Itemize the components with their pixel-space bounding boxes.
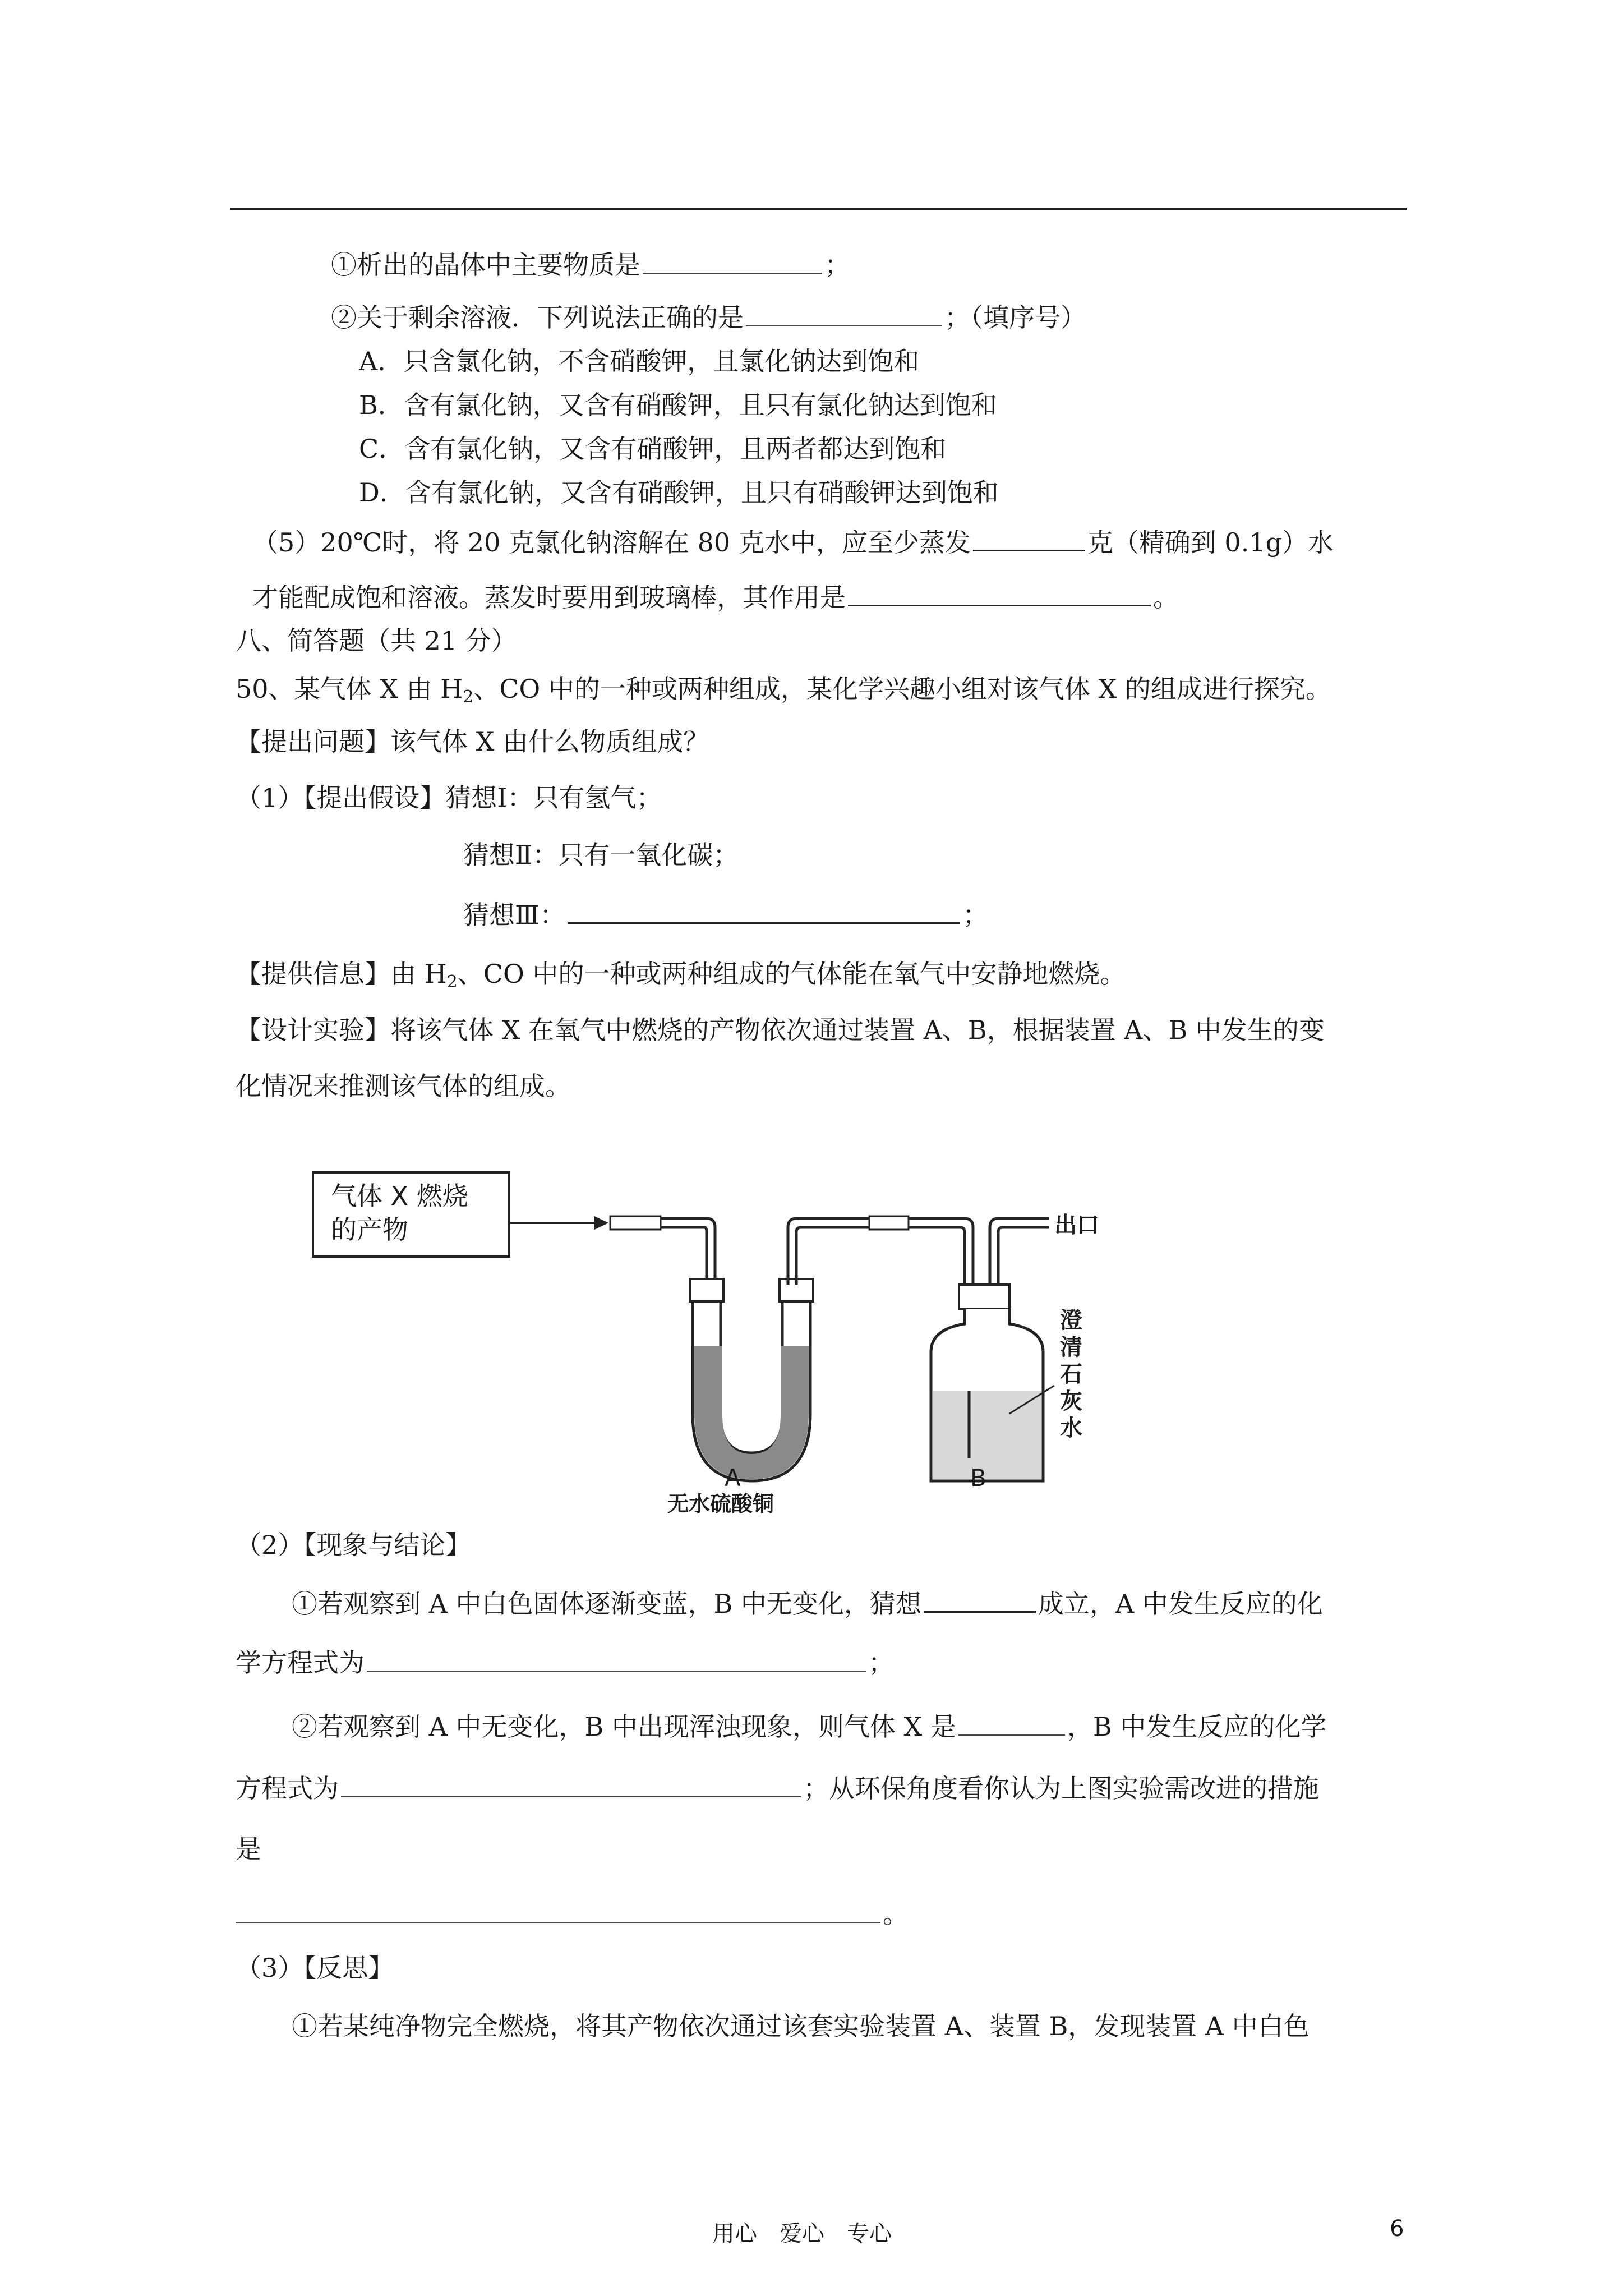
subscript: 2: [463, 687, 474, 707]
q2-c2-punct: 。: [883, 1899, 909, 1929]
q2-c1-line2: [236, 1645, 894, 1681]
hypothesis-3-punct: ；: [962, 900, 989, 930]
rubber-tube: [869, 1216, 909, 1230]
reagent-b-char: 清: [1060, 1335, 1082, 1360]
u-tube-inner: [721, 1296, 782, 1453]
stopper: [690, 1279, 723, 1301]
q5-text: 才能配成饱和溶液。蒸发时要用到玻璃棒，其作用是: [252, 582, 846, 613]
raise-question: 【提出问题】该气体 X 由什么物质组成？: [236, 726, 709, 757]
answer-blank[interactable]: [236, 1896, 880, 1923]
design-experiment-1: 【设计实验】将该气体 X 在氧气中燃烧的产物依次通过装置 A、B，根据装置 A、B 中发生的变: [236, 1015, 1325, 1045]
option-a: A．只含氯化钠，不含硝酸钾，且氯化钠达到饱和: [359, 346, 920, 376]
q2-c2-line4: [236, 1896, 909, 1932]
answer-blank[interactable]: [924, 1585, 1036, 1613]
q4-item2-hint: ；（填序号）: [944, 302, 1086, 333]
q2-c2-line2: [236, 1770, 1319, 1806]
q50-text-tail: 、CO 中的一种或两种组成，某化学兴趣小组对该气体 X 的组成进行探究。: [473, 674, 1331, 704]
reagent-a-label: 无水硫酸铜: [667, 1492, 774, 1516]
q2-c1-text: ①若观察到 A 中白色固体逐渐变蓝，B 中无变化，猜想: [292, 1589, 921, 1619]
reagent-b-char: 澄: [1060, 1308, 1082, 1333]
q2-c2-line3: 是: [236, 1834, 261, 1864]
info-text-tail: 、CO 中的一种或两种组成的气体能在氧气中安静地燃烧。: [457, 959, 1126, 989]
q2-c2: [292, 1709, 1326, 1745]
q2-c2-text: ②若观察到 A 中无变化，B 中出现浑浊现象，则气体 X 是: [292, 1711, 956, 1742]
copper-sulfate-fill: [694, 1346, 809, 1479]
rubber-tube: [610, 1216, 661, 1230]
q2-c1: [292, 1585, 1323, 1622]
q5-line2: [252, 579, 1179, 615]
option-c: C．含有氯化钠，又含有硝酸钾，且两者都达到饱和: [359, 434, 947, 464]
q2-c1-text: 学方程式为: [236, 1648, 365, 1678]
glass-tube: [661, 1227, 707, 1285]
answer-blank[interactable]: [367, 1645, 866, 1672]
reagent-b-char: 灰: [1060, 1388, 1082, 1414]
q3-r1: ①若某纯净物完全燃烧，将其产物依次通过该套实验装置 A、装置 B，发现装置 A 中白色: [292, 2011, 1310, 2041]
bottle-stopper: [959, 1285, 1009, 1309]
q50-stem: [236, 671, 1331, 715]
answer-blank[interactable]: [643, 247, 822, 274]
reagent-b-char: 石: [1060, 1361, 1082, 1387]
option-b: B．含有氯化钠，又含有硝酸钾，且只有氯化钠达到饱和: [359, 390, 997, 420]
info-text: 【提供信息】由 H: [236, 959, 447, 989]
option-d: D．含有氯化钠，又含有硝酸钾，且只有硝酸钾达到饱和: [359, 477, 999, 508]
q4-item2: [331, 300, 1086, 335]
reagent-b-label: [1060, 1307, 1082, 1442]
q5-text: （5）20℃时，将 20 克氯化钠溶解在 80 克水中，应至少蒸发: [252, 527, 971, 558]
arrow-head: [594, 1216, 608, 1230]
q2-c1-punct: ；: [868, 1648, 894, 1678]
q5-line1: [252, 524, 1334, 560]
q4-item1: [331, 247, 850, 283]
design-experiment-2: 化情况来推测该气体的组成。: [236, 1071, 571, 1101]
answer-blank[interactable]: [568, 896, 960, 924]
answer-blank[interactable]: [746, 300, 942, 326]
q4-item1-punct: ；: [824, 250, 850, 280]
answer-blank[interactable]: [973, 524, 1085, 551]
source-box-label-2: 的产物: [331, 1214, 408, 1245]
q2-c2-text: 方程式为: [236, 1773, 339, 1803]
q2-c1-tail: 成立，A 中发生反应的化: [1038, 1589, 1323, 1619]
q50-text: 50、某气体 X 由 H: [236, 674, 463, 704]
q3-heading: （3）【反思】: [236, 1953, 394, 1983]
header-rule: [230, 208, 1407, 210]
q5-punct: 。: [1153, 582, 1179, 613]
footer-motto: 用心 爱心 专心: [712, 2221, 892, 2247]
q2-heading: （2）【现象与结论】: [236, 1530, 472, 1560]
reagent-b-char: 水: [1060, 1415, 1082, 1441]
apparatus-b-label: B: [970, 1464, 986, 1492]
page-number: 6: [1390, 2216, 1404, 2242]
hypothesis-3-text: 猜想Ⅲ：: [463, 900, 566, 930]
answer-blank[interactable]: [958, 1709, 1065, 1736]
subscript: 2: [446, 972, 458, 992]
provided-info: [236, 956, 1126, 1000]
section-heading: 八、简答题（共 21 分）: [236, 625, 517, 656]
q5-text-tail: 克（精确到 0.1g）水: [1087, 527, 1334, 558]
q4-item2-text: ②关于剩余溶液．下列说法正确的是: [331, 302, 744, 333]
q2-c2-tail: ，B 中发生反应的化学: [1067, 1711, 1327, 1742]
q2-c2-tail: ；从环保角度看你认为上图实验需改进的措施: [803, 1773, 1319, 1803]
outlet-label: 出口: [1054, 1212, 1099, 1238]
source-box-label-1: 气体 X 燃烧: [331, 1181, 468, 1211]
hypothesis-1: （1）【提出假设】猜想Ⅰ：只有氢气；: [236, 783, 662, 813]
apparatus-a-label: A: [725, 1464, 741, 1492]
answer-blank[interactable]: [341, 1770, 801, 1797]
hypothesis-2: 猜想Ⅱ：只有一氧化碳；: [463, 840, 739, 870]
hypothesis-3: [463, 896, 988, 933]
q4-item1-text: ①析出的晶体中主要物质是: [331, 250, 640, 280]
answer-blank[interactable]: [848, 579, 1151, 606]
apparatus-diagram: [303, 1167, 1200, 1515]
